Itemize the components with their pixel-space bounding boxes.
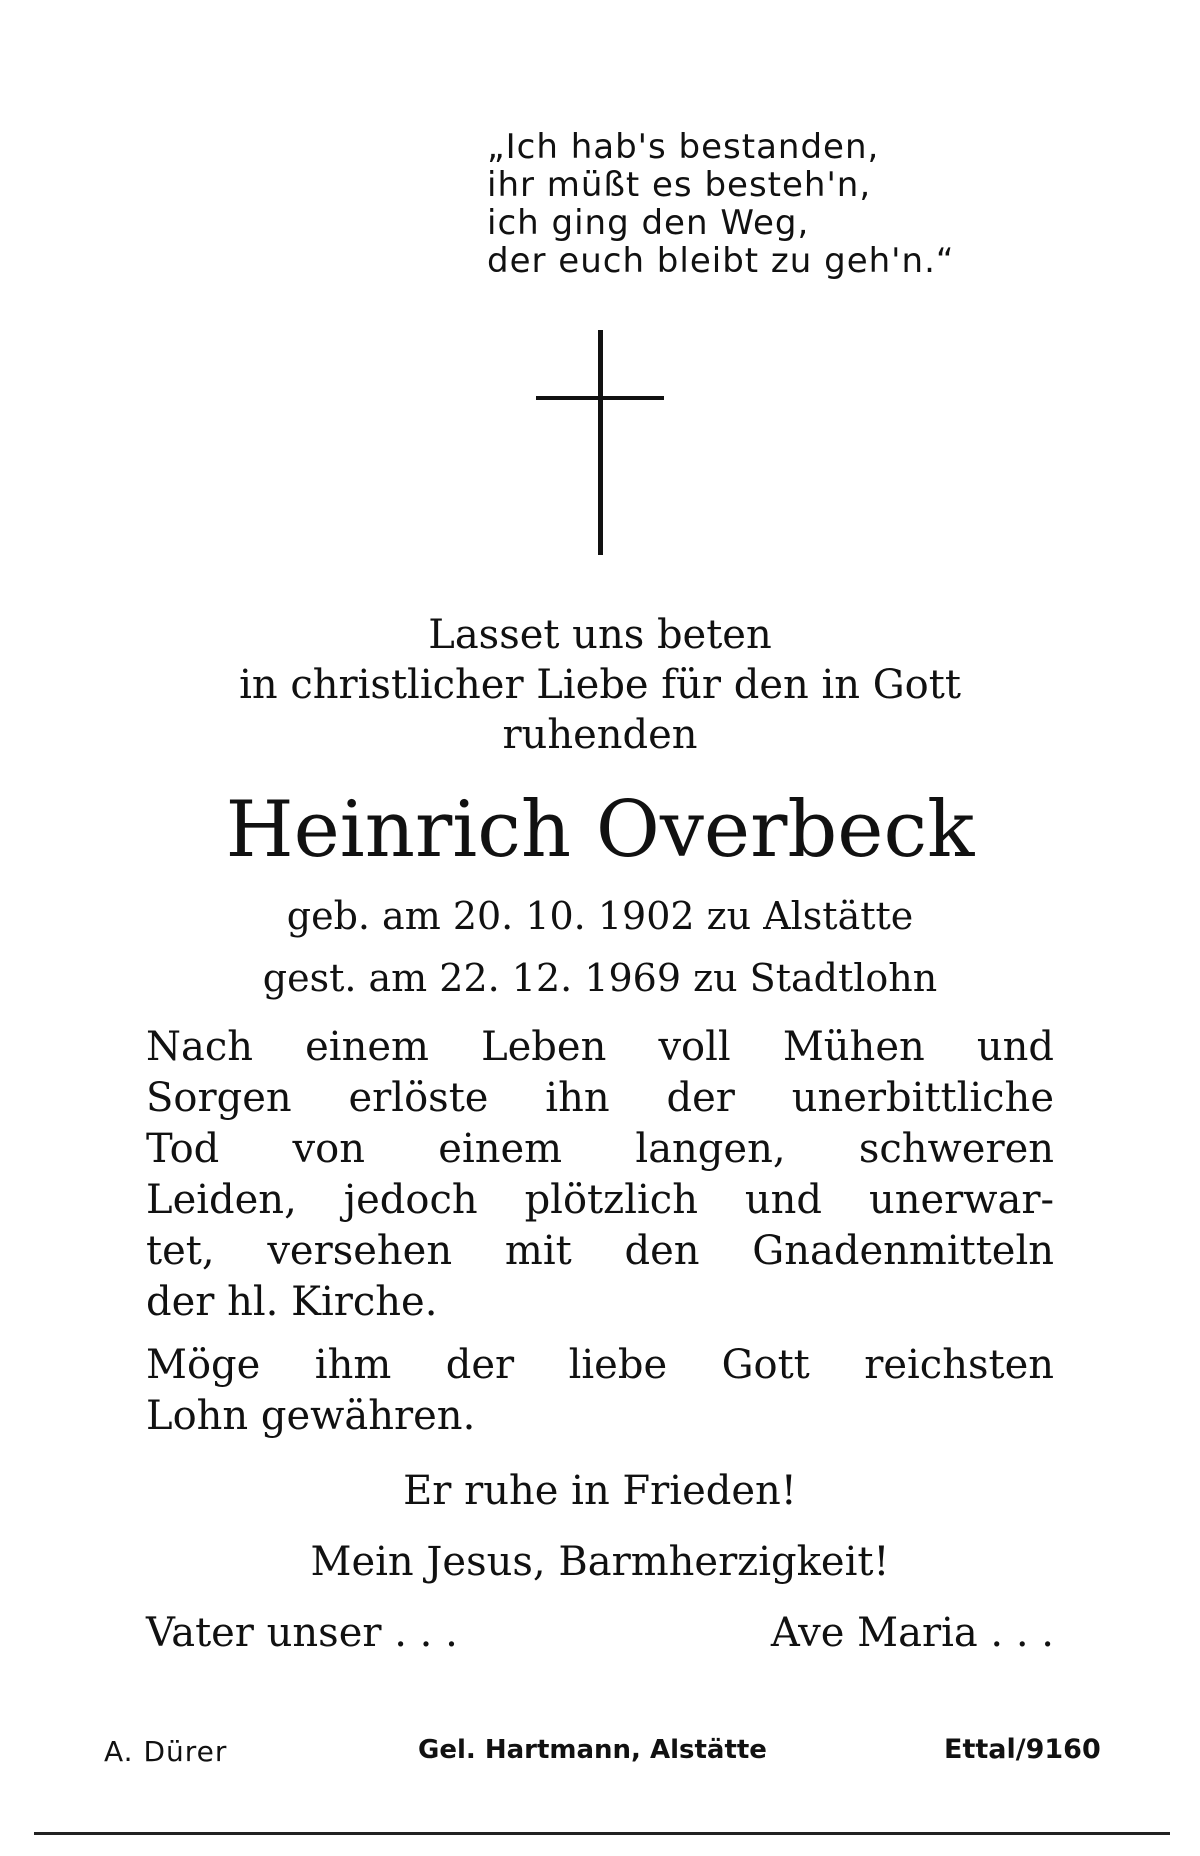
blessing-text (146, 1340, 1054, 1442)
quote-line: ihr müßt es besteh'n, (487, 165, 872, 205)
obituary-line: tet, versehen mit den Gnadenmitteln (146, 1228, 1054, 1274)
printer-credit: Gel. Hartmann, Alstätte (418, 1735, 767, 1765)
obituary-line: Sorgen erlöste ihn der unerbittliche (146, 1075, 1054, 1121)
hail-mary: Ave Maria . . . (770, 1610, 1054, 1656)
life-dates (146, 885, 1054, 1009)
artist-credit: A. Dürer (104, 1735, 228, 1768)
rest-in-peace: Er ruhe in Frieden! (403, 1468, 797, 1514)
birth-date: geb. am 20. 10. 1902 zu Alstätte (286, 894, 914, 938)
prayer-intro (146, 610, 1054, 760)
quote-line: „Ich hab's bestanden, (487, 127, 880, 167)
mercy-prayer: Mein Jesus, Barmherzigkeit! (310, 1539, 890, 1585)
obituary-line: Tod von einem langen, schweren (146, 1126, 1054, 1172)
epigraph-quote (487, 128, 1047, 280)
intro-line: ruhenden (502, 712, 698, 758)
intro-line: Lasset uns beten (428, 612, 772, 658)
cross-horizontal-bar (536, 396, 664, 400)
obituary-text (146, 1022, 1054, 1328)
blessing-line: Möge ihm der liebe Gott reichsten (146, 1342, 1054, 1388)
quote-line: ich ging den Weg, (487, 203, 810, 243)
quote-line: der euch bleibt zu geh'n.“ (487, 241, 955, 281)
obituary-line: Leiden, jedoch plötzlich und unerwar- (146, 1177, 1054, 1223)
death-date: gest. am 22. 12. 1969 zu Stadtlohn (262, 956, 938, 1000)
blessing-line: Lohn gewähren. (146, 1393, 476, 1439)
print-code: Ettal/9160 (944, 1734, 1101, 1765)
bottom-edge-line (34, 1832, 1170, 1835)
obituary-line: Nach einem Leben voll Mühen und (146, 1024, 1054, 1070)
intro-line: in christlicher Liebe für den in Gott (239, 662, 961, 708)
obituary-line: der hl. Kirche. (146, 1279, 438, 1325)
cross-vertical-bar (598, 330, 603, 555)
cross-icon (530, 330, 670, 555)
deceased-name: Heinrich Overbeck (225, 785, 975, 875)
our-father: Vater unser . . . (146, 1610, 458, 1656)
card-footer (0, 1730, 1200, 1770)
